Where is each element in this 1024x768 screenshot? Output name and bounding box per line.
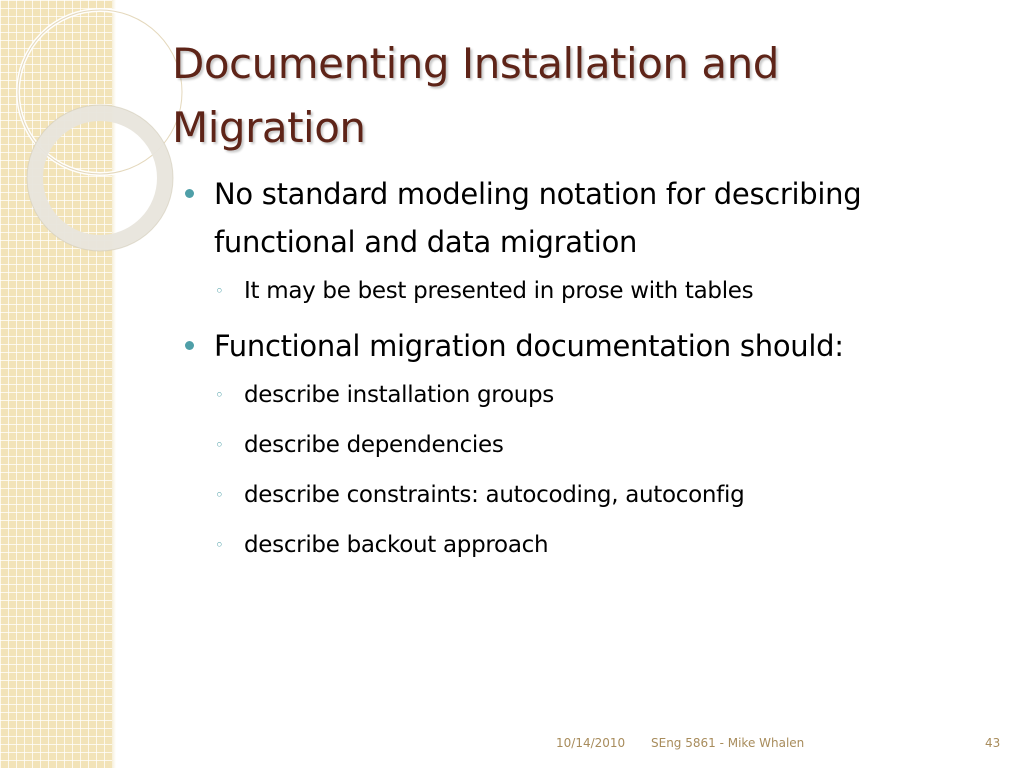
hollow-circle-bullet-icon: ◦ <box>215 536 224 554</box>
sub-bullet-item <box>182 266 982 316</box>
filled-circle-bullet-icon <box>185 189 194 198</box>
sub-bullet-text: It may be best presented in prose with tables <box>244 278 754 304</box>
sub-bullet-text: describe installation groups <box>244 382 554 408</box>
sub-bullet-text: describe dependencies <box>244 432 504 458</box>
title-line: Migration <box>172 103 366 152</box>
footer-date: 10/14/2010 <box>556 736 626 750</box>
sub-bullet-item <box>182 420 982 470</box>
filled-circle-bullet-icon <box>185 341 194 350</box>
hollow-circle-bullet-icon: ◦ <box>215 386 224 404</box>
bullet-text-line: Functional migration documentation should: <box>214 329 844 363</box>
slide-number: 43 <box>985 736 1001 750</box>
sub-bullet-item <box>182 370 982 420</box>
sub-bullet-item <box>182 470 982 520</box>
title-line: Documenting Installation and <box>172 39 779 88</box>
footer-course-author: SEng 5861 - Mike Whalen <box>651 736 805 750</box>
ring-thick <box>35 113 165 243</box>
bullet-text-line: functional and data migration <box>214 225 638 259</box>
hollow-circle-bullet-icon: ◦ <box>215 486 224 504</box>
bullet-text-line: No standard modeling notation for describing <box>214 177 862 211</box>
hollow-circle-bullet-icon: ◦ <box>215 282 224 300</box>
hollow-circle-bullet-icon: ◦ <box>215 436 224 454</box>
slide-title <box>172 32 972 160</box>
sub-bullet-item <box>182 520 982 570</box>
bullet-item <box>182 322 982 370</box>
sub-bullet-text: describe constraints: autocoding, autoconfig <box>244 482 745 508</box>
sub-bullet-text: describe backout approach <box>244 532 549 558</box>
bullet-item <box>182 170 982 266</box>
bullet-list <box>182 170 982 570</box>
